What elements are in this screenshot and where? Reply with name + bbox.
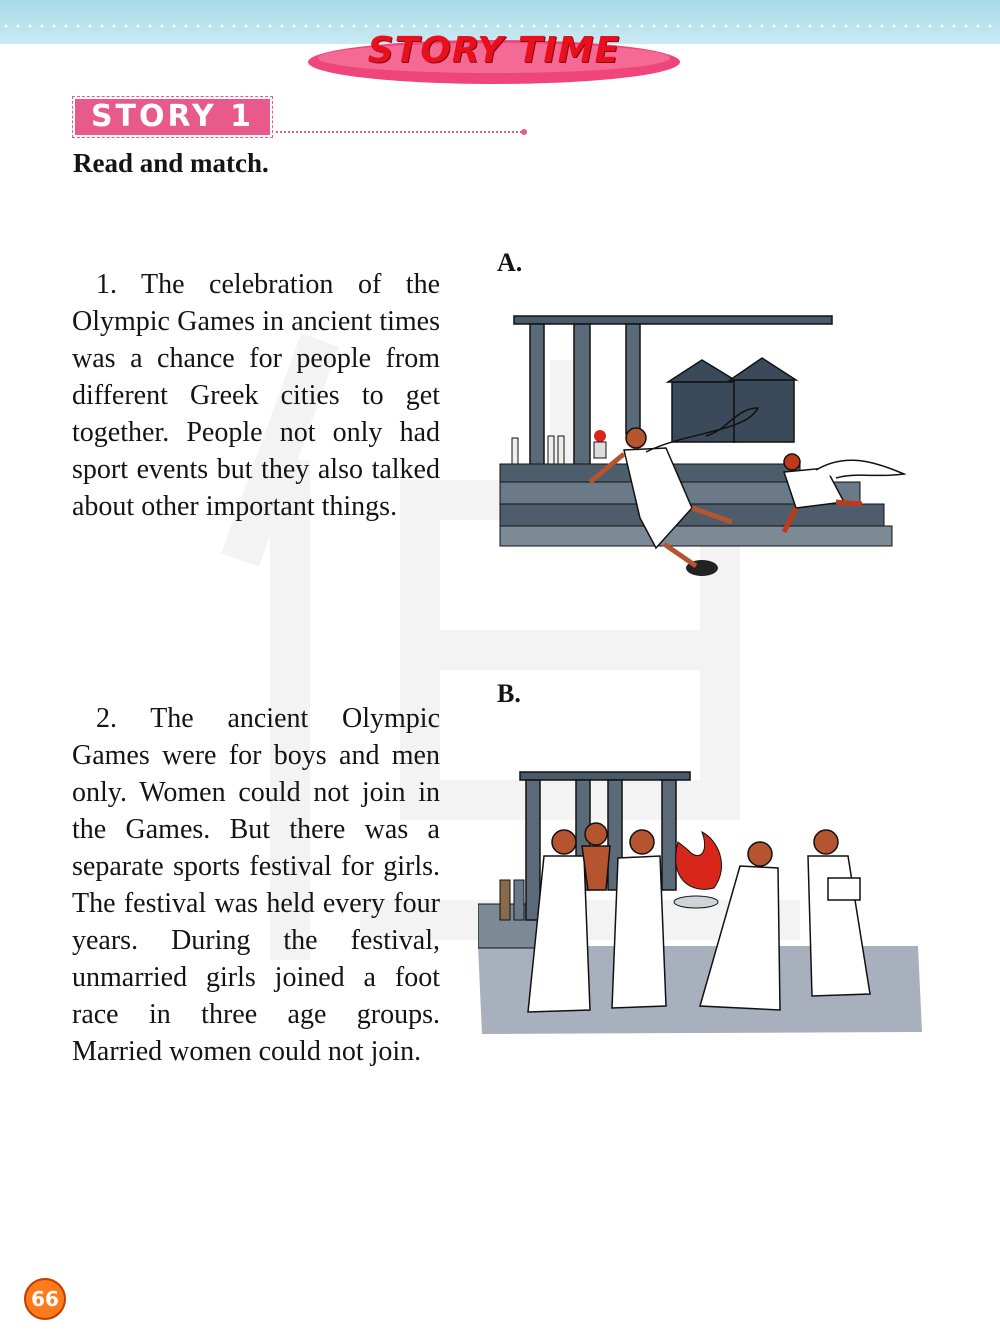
page-number-badge: 66 bbox=[24, 1278, 66, 1320]
people-in-togas-gathering-illustration bbox=[478, 770, 922, 1036]
story-time-banner bbox=[306, 28, 682, 86]
passage-2: 2. The ancient Olympic Games were for boys and men only. Women could not join in the Games. But there was a separate sports festival for girls. The festival was held every four years. During the festival, unmarried girls joined a foot race in three age groups. Married women could not join. bbox=[72, 703, 440, 1067]
banner-title: STORY TIME bbox=[367, 30, 621, 71]
story-label: STORY 1 bbox=[75, 99, 270, 135]
instruction: Read and match. bbox=[73, 148, 269, 178]
option-letter-a: A. bbox=[497, 248, 523, 277]
girls-foot-race-illustration bbox=[496, 312, 910, 580]
option-letter-b: B. bbox=[497, 679, 521, 708]
divider-end-dot bbox=[521, 129, 527, 135]
passage-1: 1. The celebration of the Olympic Games in ancient times was a chance for people from different Greek cities to get together. People not only had sport events but they also talked about other important things. bbox=[72, 269, 440, 522]
dotted-divider bbox=[276, 131, 526, 133]
